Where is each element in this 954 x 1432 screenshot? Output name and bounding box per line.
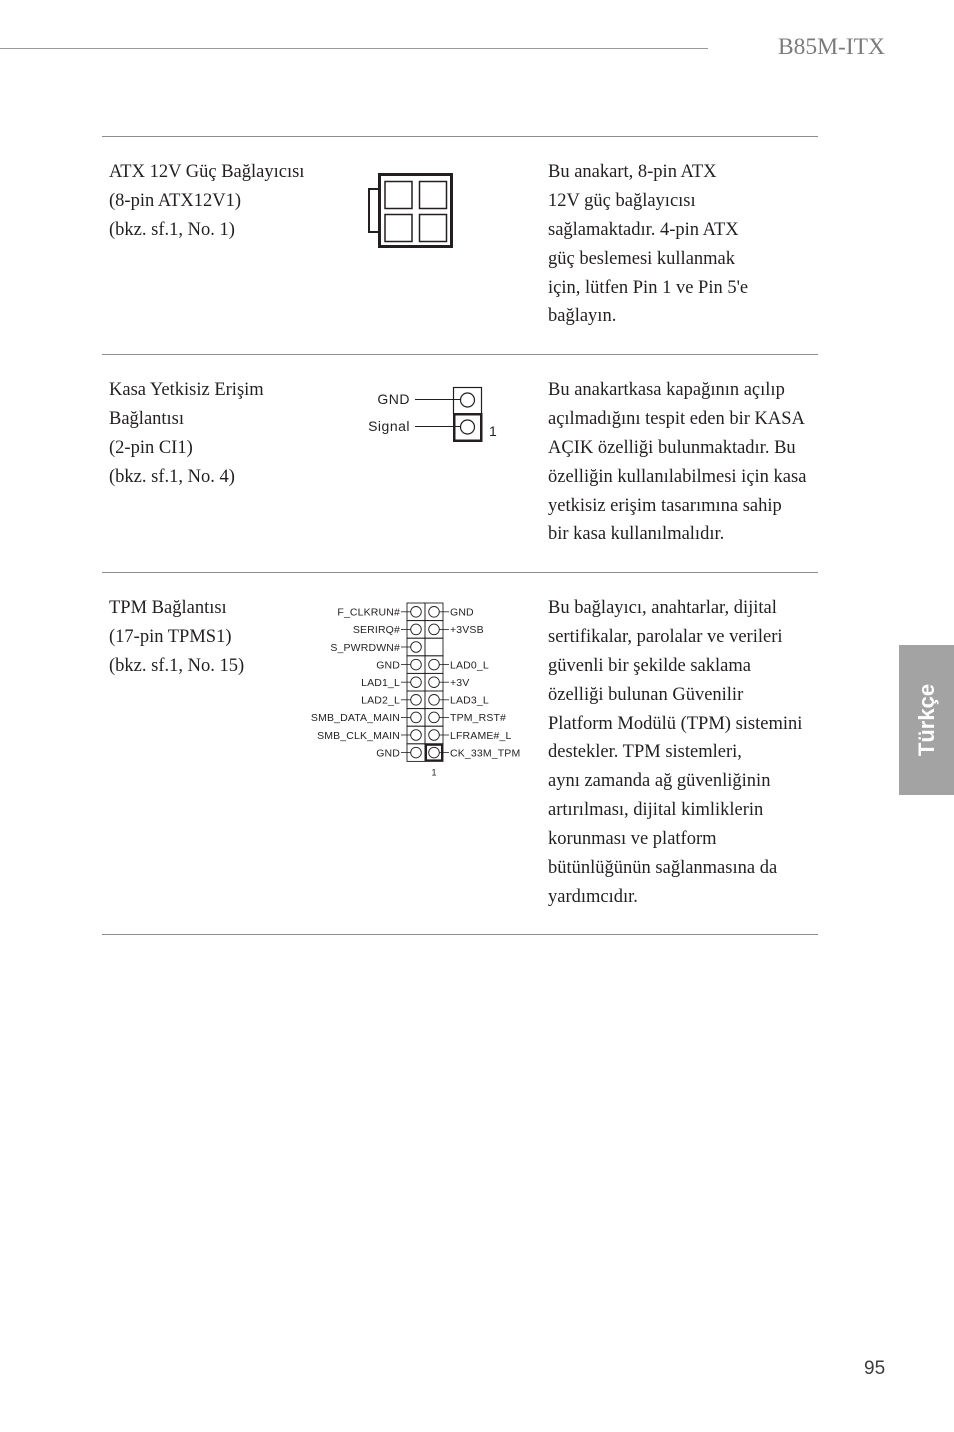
pin-label-right: LFRAME#_L [450, 729, 512, 742]
description-line: yardımcıdır. [548, 886, 638, 907]
description-line: açılmadığını tespit eden bir KASA [548, 408, 805, 429]
pin-circle [429, 730, 440, 741]
description-line: bir kasa kullanılmalıdır. [548, 524, 725, 545]
pin-label-left: GND [376, 659, 400, 672]
description-line: sertifikalar, parolalar ve verileri [548, 626, 783, 647]
pin-1-label: 1 [489, 423, 498, 439]
title-line: (17-pin TPMS1) [109, 626, 232, 647]
language-side-tab [899, 645, 954, 795]
description-line: Bu anakartkasa kapağının açılıp [548, 380, 785, 400]
pin-circle [429, 677, 440, 688]
description-line: özelliği bulunan Güvenilir [548, 684, 744, 705]
description-line: güç beslemesi kullanmak [548, 248, 736, 269]
pin-gnd-circle [461, 393, 475, 407]
connector-title [109, 594, 244, 681]
connector-description [548, 376, 806, 549]
signal-label: Signal [368, 418, 410, 434]
pin-circle [429, 624, 440, 635]
table-rule-top [102, 136, 818, 137]
pin-circle [429, 607, 440, 618]
pin-cell [425, 638, 443, 656]
title-line: (8-pin ATX12V1) [109, 190, 242, 211]
description-line: Bu anakart, 8-pin ATX [548, 162, 717, 182]
header-rule [0, 48, 708, 49]
pin-label-right: CK_33M_TPM [450, 747, 521, 760]
description-line: sağlamaktadır. 4-pin ATX [548, 219, 739, 240]
pin-circle [411, 607, 422, 618]
title-line: Kasa Yetkisiz Erişim [109, 380, 264, 400]
description-line: Platform Modülü (TPM) sistemini [548, 713, 803, 734]
description-line: korunması ve platform [548, 829, 717, 850]
pin-label-right: +3VSB [450, 624, 484, 637]
pin-label-left: LAD2_L [361, 694, 400, 707]
pin-circle [429, 659, 440, 670]
description-line: artırılması, dijital kimliklerin [548, 800, 764, 821]
table-rule-bottom [102, 934, 818, 935]
pin-label-left: S_PWRDWN# [330, 641, 400, 654]
description-line: yetkisiz erişim tasarımına sahip [548, 495, 782, 516]
pin-circle [411, 712, 422, 723]
pin-label-right: +3V [450, 677, 470, 689]
pin-circle [429, 712, 440, 723]
pin-label-left: GND [376, 747, 400, 760]
model-name: B85M-ITX [777, 34, 885, 60]
connector-description [548, 594, 802, 912]
pin-label-left: F_CLKRUN# [337, 606, 400, 619]
pin-circle [411, 747, 422, 758]
pin-label-right: TPM_RST# [450, 712, 507, 725]
connector-title [109, 376, 264, 492]
title-line: (bkz. sf.1, No. 1) [109, 219, 235, 240]
description-line: için, lütfen Pin 1 ve Pin 5'e [548, 277, 749, 298]
pin-circle [429, 747, 440, 758]
pin-label-left: SMB_DATA_MAIN [310, 712, 400, 725]
page-number: 95 [864, 1358, 886, 1379]
atx12v1-connector-diagram [366, 170, 456, 252]
pin-label-left: SMB_CLK_MAIN [317, 729, 400, 742]
pin-circle [411, 677, 422, 688]
gnd-label: GND [377, 391, 410, 407]
pin-label-right: LAD3_L [450, 694, 489, 707]
pin-label-left: LAD1_L [361, 677, 400, 689]
title-line: (2-pin CI1) [109, 437, 193, 458]
pin-label-left: SERIRQ# [352, 624, 400, 637]
description-line: güvenli bir şekilde saklama [548, 655, 751, 676]
title-line: TPM Bağlantısı [109, 598, 227, 618]
title-line: Bağlantısı [109, 408, 185, 429]
description-line: bütünlüğünün sağlanmasına da [548, 858, 778, 879]
pin-circle [411, 730, 422, 741]
connector-housing [380, 175, 452, 247]
pin-circle [429, 695, 440, 706]
pin-label-right: GND [450, 606, 474, 619]
description-line: bağlayın. [548, 306, 617, 327]
title-line: (bkz. sf.1, No. 15) [109, 655, 245, 676]
description-line: AÇIK özelliği bulunmaktadır. Bu [548, 437, 796, 458]
table-rule [102, 354, 818, 355]
language-tab-label: Türkçe [913, 683, 939, 757]
pin-signal-circle [461, 420, 475, 434]
pin-circle [411, 642, 422, 653]
connector-description [548, 158, 748, 331]
pin-1-label: 1 [431, 767, 437, 778]
pin-circle [411, 659, 422, 670]
description-line: özelliğin kullanılabilmesi için kasa [548, 466, 807, 487]
ci1-connector-diagram [360, 380, 505, 450]
title-line: ATX 12V Güç Bağlayıcısı [109, 162, 305, 182]
pin-circle [411, 695, 422, 706]
description-line: 12V güç bağlayıcısı [548, 190, 696, 211]
description-line: destekler. TPM sistemleri, [548, 742, 742, 763]
connector-title [109, 158, 304, 245]
tpms1-header-diagram [300, 595, 530, 785]
description-line: Bu bağlayıcı, anahtarlar, dijital [548, 598, 777, 618]
pin-label-right: LAD0_L [450, 659, 489, 672]
table-rule [102, 572, 818, 573]
title-line: (bkz. sf.1, No. 4) [109, 466, 235, 487]
description-line: aynı zamanda ağ güvenliğinin [548, 771, 771, 792]
pin-circle [411, 624, 422, 635]
